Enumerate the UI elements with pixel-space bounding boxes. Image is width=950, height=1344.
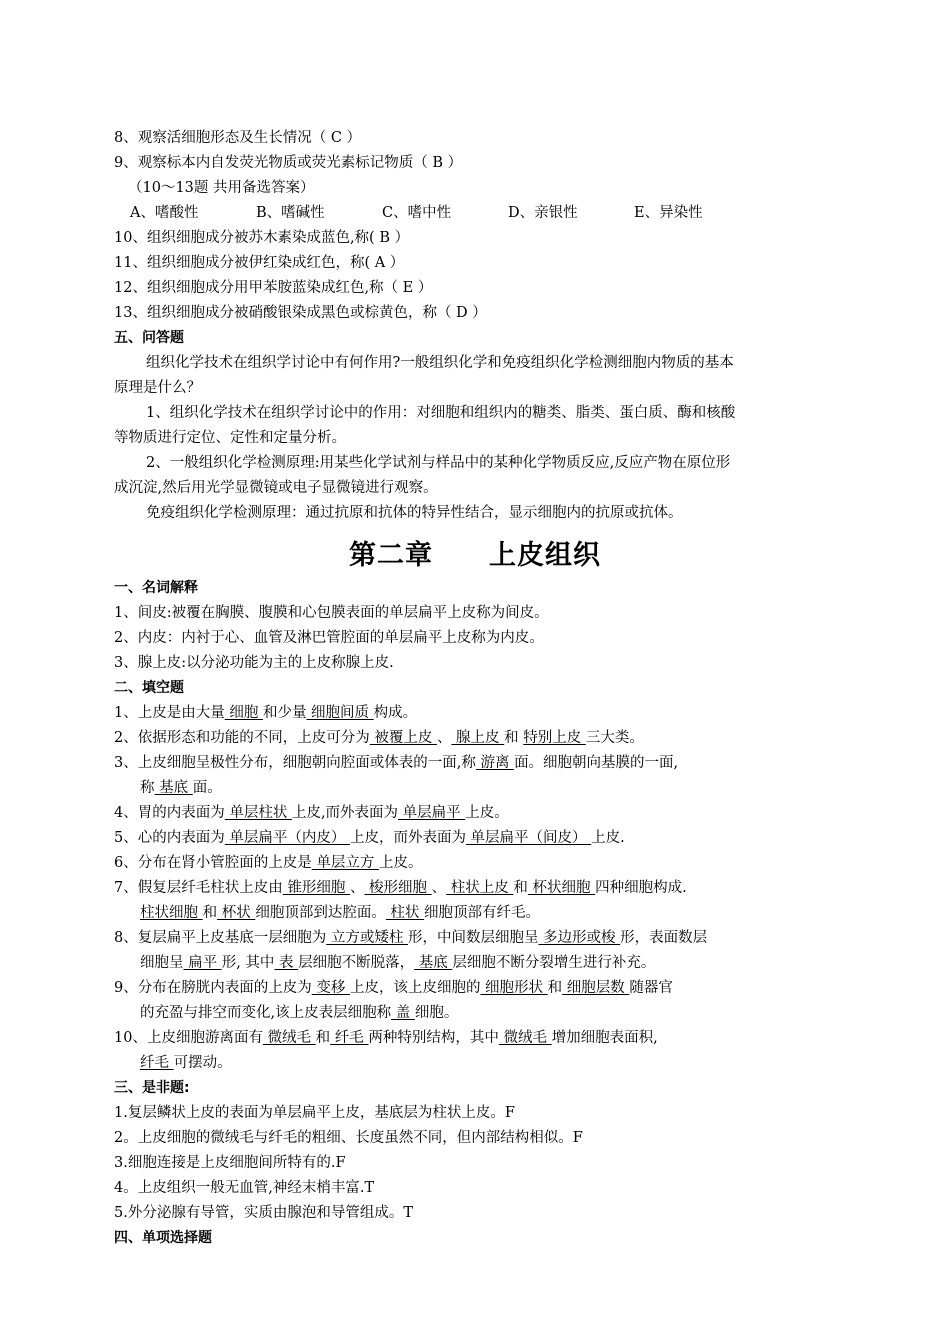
section-4-title: 四、单项选择题 (114, 1230, 212, 1246)
blank-answer: 微绒毛 (262, 1030, 316, 1046)
blank-answer: 游离 (475, 755, 515, 771)
answer-3: 免疫组织化学检测原理：通过抗原和抗体的特异性结合，显示细胞内的抗原或抗体。 (146, 505, 683, 521)
fill-item-9: 9、分布在膀胱内表面的上皮为 变移 上皮，该上皮细胞的 细胞形状 和 细胞层数 随器官 (114, 980, 673, 996)
blank-answer: 柱状 (385, 905, 425, 921)
fill-item-3-cont: 称 基底 面。 (140, 780, 222, 796)
blank-answer: 细胞间质 (306, 705, 374, 721)
section-2-title: 二、填空题 (114, 680, 184, 696)
section-1-title: 一、名词解释 (114, 580, 198, 596)
blank-answer: 细胞 (224, 705, 263, 721)
blank-answer: 立方或矮柱 (326, 930, 408, 946)
blank-answer: 梭形细胞 (364, 880, 432, 896)
question-9: 9、观察标本内自发荧光物质或荧光素标记物质（ B ） (114, 155, 463, 171)
question-12: 12、组织细胞成分用甲苯胺蓝染成红色,称（ E ） (114, 280, 433, 296)
option-b: B、嗜碱性 (256, 205, 325, 221)
blank-answer: 细胞层数 (562, 980, 630, 996)
true-false-item: 4。上皮组织一般无血管,神经末梢丰富.T (114, 1180, 375, 1196)
definition-item: 2、内皮：内衬于心、血管及淋巴管腔面的单层扁平上皮称为内皮。 (114, 630, 544, 646)
fill-item-6: 6、分布在肾小管腔面的上皮是 单层立方 上皮。 (114, 855, 423, 871)
shared-answer-note: （10～13题 共用备选答案） (128, 180, 315, 196)
fill-item-9-cont: 的充盈与排空而变化,该上皮表层细胞称 盖 细胞。 (140, 1005, 459, 1021)
blank-answer: 细胞形状 (480, 980, 548, 996)
chapter-number: 第二章 (349, 540, 433, 571)
blank-answer: 多边形或梭 (538, 930, 621, 946)
blank-answer: 扁平 (183, 955, 222, 971)
option-d: D、亲银性 (508, 205, 578, 221)
section-3-title: 三、是非题: (114, 1080, 190, 1096)
option-c: C、嗜中性 (382, 205, 452, 221)
blank-answer: 单层扁平（内皮） (224, 830, 350, 846)
fill-item-8-cont: 细胞呈 扁平 形, 其中 表 层细胞不断脱落， 基底 层细胞不断分裂增生进行补充。 (140, 955, 656, 971)
option-a: A、嗜酸性 (130, 205, 199, 221)
blank-answer: 锥形细胞 (282, 880, 350, 896)
blank-answer: 特别上皮 (523, 730, 586, 746)
fill-item-8: 8、复层扁平上皮基底一层细胞为 立方或矮柱 形，中间数层细胞呈 多边形或梭 形，表面数层 (114, 930, 708, 946)
blank-answer: 单层扁平（间皮） (465, 830, 592, 846)
shared-options (130, 203, 760, 223)
true-false-item: 5.外分泌腺有导管，实质由腺泡和导管组成。T (114, 1205, 414, 1221)
answer-1-line-2: 等物质进行定位、定性和定量分析。 (114, 430, 346, 446)
blank-answer: 被覆上皮 (369, 730, 437, 746)
blank-answer: 微绒毛 (498, 1030, 552, 1046)
fill-item-10-cont: 纤毛 可摆动。 (140, 1055, 232, 1071)
essay-question-line-2: 原理是什么？ (114, 380, 201, 396)
option-e: E、异染性 (634, 205, 703, 221)
chapter-title: 上皮组织 (489, 540, 601, 571)
blank-answer: 柱状上皮 (446, 880, 514, 896)
question-8: 8、观察活细胞形态及生长情况（ C ） (114, 130, 362, 146)
definition-item: 3、腺上皮:以分泌功能为主的上皮称腺上皮. (114, 655, 394, 671)
chapter-heading (0, 533, 950, 572)
question-10: 10、组织细胞成分被苏木素染成蓝色,称( B ） (114, 230, 410, 246)
fill-item-1: 1、上皮是由大量 细胞 和少量 细胞间质 构成。 (114, 705, 418, 721)
true-false-item: 1.复层鳞状上皮的表面为单层扁平上皮，基底层为柱状上皮。F (114, 1105, 515, 1121)
fill-item-2: 2、依据形态和功能的不同，上皮可分为 被覆上皮 、 腺上皮 和 特别上皮 三大类。 (114, 730, 644, 746)
question-11: 11、组织细胞成分被伊红染成红色，称( A ） (114, 255, 405, 271)
blank-answer: 单层扁平 (398, 805, 466, 821)
blank-answer: 单层柱状 (224, 805, 292, 821)
blank-answer: 盖 (391, 1005, 415, 1021)
blank-answer: 基底 (414, 955, 453, 971)
blank-answer: 变移 (311, 980, 350, 996)
fill-item-7: 7、假复层纤毛柱状上皮由 锥形细胞 、 梭形细胞 、 柱状上皮 和 杯状细胞 四种细胞构成. (114, 880, 687, 896)
blank-answer: 基底 (154, 780, 193, 796)
blank-answer: 杯状 (217, 905, 256, 921)
fill-item-10: 10、上皮细胞游离面有 微绒毛 和 纤毛 两种特别结构，其中 微绒毛 增加细胞表面积, (114, 1030, 658, 1046)
true-false-item: 2。上皮细胞的微绒毛与纤毛的粗细、长度虽然不同，但内部结构相似。F (114, 1130, 583, 1146)
blank-answer: 表 (274, 955, 299, 971)
answer-2-line-2: 成沉淀,然后用光学显微镜或电子显微镜进行观察。 (114, 480, 438, 496)
answer-1-line-1: 1、组织化学技术在组织学讨论中的作用：对细胞和组织内的糖类、脂类、蛋白质、酶和核酸 (146, 405, 736, 421)
blank-answer: 杯状细胞 (527, 880, 596, 896)
fill-item-7-cont: 柱状细胞 和 杯状 细胞顶部到达腔面。 柱状 细胞顶部有纤毛。 (140, 905, 541, 921)
blank-answer: 单层立方 (311, 855, 379, 871)
blank-answer: 纤毛 (140, 1055, 174, 1071)
blank-answer: 柱状细胞 (140, 905, 203, 921)
section-5-title: 五、问答题 (114, 330, 184, 346)
question-13: 13、组织细胞成分被硝酸银染成黑色或棕黄色，称（ D ） (114, 305, 487, 321)
fill-item-4: 4、胃的内表面为 单层柱状 上皮,而外表面为 单层扁平 上皮。 (114, 805, 509, 821)
true-false-item: 3.细胞连接是上皮细胞间所特有的.F (114, 1155, 346, 1171)
fill-item-5: 5、心的内表面为 单层扁平（内皮） 上皮，而外表面为 单层扁平（间皮） 上皮. (114, 830, 625, 846)
essay-question-line-1: 组织化学技术在组织学讨论中有何作用?一般组织化学和免疫组织化学检测细胞内物质的基本 (146, 355, 734, 371)
blank-answer: 纤毛 (330, 1030, 369, 1046)
definition-item: 1、间皮:被覆在胸膜、腹膜和心包膜表面的单层扁平上皮称为间皮。 (114, 605, 549, 621)
fill-item-3: 3、上皮细胞呈极性分布，细胞朝向腔面或体表的一面,称 游离 面。细胞朝向基膜的一面, (114, 755, 679, 771)
blank-answer: 腺上皮 (451, 730, 505, 746)
answer-2-line-1: 2、一般组织化学检测原理:用某些化学试剂与样品中的某种化学物质反应,反应产物在原位形 (146, 455, 731, 471)
